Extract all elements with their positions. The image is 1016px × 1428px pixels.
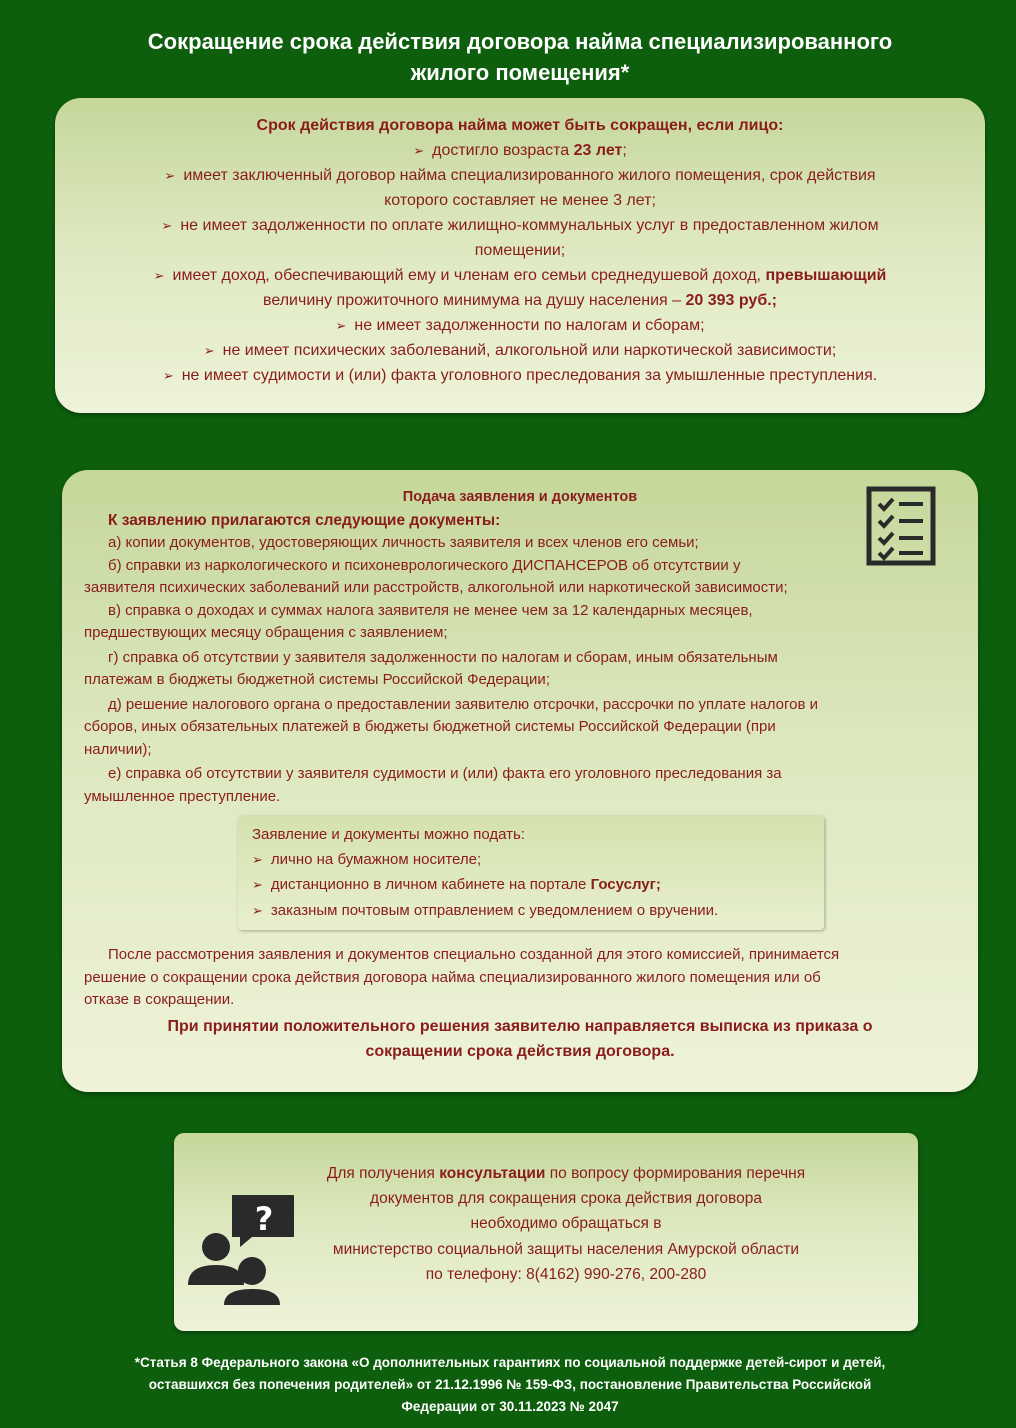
documents-subheading: К заявлению прилагаются следующие документы: <box>108 512 501 529</box>
checklist-icon <box>866 486 936 566</box>
doc-line: предшествующих месяцу обращения с заявлением; <box>84 624 448 641</box>
arrow-bullet-icon: ➢ <box>335 318 347 333</box>
page-title-line2: жилого помещения* <box>410 60 630 85</box>
after-text-line2: решение о сокращении срока действия договора найма специализированного жилого помещения или об <box>84 969 821 986</box>
arrow-bullet-icon: ➢ <box>203 343 215 358</box>
arrow-bullet-icon: ➢ <box>164 168 176 183</box>
submission-box <box>238 816 824 930</box>
submission-item-2: ➢ дистанционно в личном кабинете на портале Госуслуг; <box>252 876 661 893</box>
doc-line: г) справка об отсутствии у заявителя задолженности по налогам и сборам, иным обязательным <box>108 649 778 666</box>
final-text-line2: сокращении срока действия договора. <box>365 1043 675 1060</box>
conditions-panel <box>55 98 985 413</box>
condition-item-7: ➢ не имеет судимости и (или) факта уголовного преследования за умышленные преступления. <box>162 367 878 384</box>
condition-item-4-cont: величину прожиточного минимума на душу населения – 20 393 руб.; <box>263 292 777 309</box>
condition-item-2: ➢ имеет заключенный договор найма специализированного жилого помещения, срок действия <box>164 167 876 184</box>
condition-item-4: ➢ имеет доход, обеспечивающий ему и членам его семьи среднедушевой доход, превышающий <box>153 267 887 284</box>
svg-text:?: ? <box>254 1200 274 1238</box>
condition-item-1: ➢ достигло возраста 23 лет; <box>413 142 627 159</box>
consult-line1: Для получения консультации по вопросу формирования перечня <box>326 1165 806 1182</box>
arrow-bullet-icon: ➢ <box>252 903 263 918</box>
arrow-bullet-icon: ➢ <box>162 368 174 383</box>
condition-item-6: ➢ не имеет психических заболеваний, алкогольной или наркотической зависимости; <box>203 342 837 359</box>
page-title-line1: Сокращение срока действия договора найма специализированного <box>147 29 893 54</box>
consult-line4: министерство социальной защиты населения Амурской области <box>332 1241 800 1258</box>
condition-item-3: ➢ не имеет задолженности по оплате жилищно-коммунальных услуг в предоставленном жилом <box>161 217 879 234</box>
doc-line: б) справки из наркологического и психоневрологического ДИСПАНСЕРОВ об отсутствии у <box>108 557 741 574</box>
final-text-line1: При принятии положительного решения заявителю направляется выписка из приказа о <box>167 1018 873 1035</box>
arrow-bullet-icon: ➢ <box>153 268 165 283</box>
arrow-bullet-icon: ➢ <box>252 877 263 892</box>
after-text-line3: отказе в сокращении. <box>84 991 235 1008</box>
consultation-panel <box>174 1133 918 1331</box>
arrow-bullet-icon: ➢ <box>161 218 173 233</box>
footnote-line2: оставшихся без попечения родителей» от 21.12.1996 № 159-ФЗ, постановление Правительства Российской <box>148 1377 872 1392</box>
doc-line: умышленное преступление. <box>84 788 281 805</box>
consult-phone: по телефону: 8(4162) 990-276, 200-280 <box>425 1266 707 1283</box>
arrow-bullet-icon: ➢ <box>413 143 425 158</box>
submission-heading: Заявление и документы можно подать: <box>252 826 525 843</box>
doc-line: е) справка об отсутствии у заявителя судимости и (или) факта его уголовного преследования за <box>108 765 782 782</box>
condition-item-5: ➢ не имеет задолженности по налогам и сборам; <box>335 317 705 334</box>
documents-panel <box>62 470 978 1092</box>
doc-line: заявителя психических заболеваний или расстройств, алкогольной или наркотической зависимости; <box>84 579 788 596</box>
consult-line2: документов для сокращения срока действия договора <box>370 1190 762 1207</box>
doc-line: наличии); <box>84 741 152 758</box>
arrow-bullet-icon: ➢ <box>252 852 263 867</box>
submission-item-1: ➢ лично на бумажном носителе; <box>252 851 482 868</box>
conditions-heading: Срок действия договора найма может быть сокращен, если лицо: <box>256 117 784 134</box>
doc-line: платежам в бюджеты бюджетной системы Российской Федерации; <box>84 671 550 688</box>
doc-line: сборов, иных обязательных платежей в бюджеты бюджетной системы Российской Федерации (при <box>84 718 776 735</box>
footnote <box>60 1352 960 1418</box>
doc-line: а) копии документов, удостоверяющих личность заявителя и всех членов его семьи; <box>108 534 699 551</box>
documents-heading: Подача заявления и документов <box>402 489 638 505</box>
condition-item-2-cont: которого составляет не менее 3 лет; <box>384 192 656 209</box>
submission-item-3: ➢ заказным почтовым отправлением с уведомлением о вручении. <box>252 902 719 919</box>
doc-line: в) справка о доходах и суммах налога заявителя не менее чем за 12 календарных месяцев, <box>108 602 753 619</box>
footnote-line3: Федерации от 30.11.2023 № 2047 <box>401 1399 619 1414</box>
doc-line: д) решение налогового органа о предоставлении заявителю отсрочки, рассрочки по уплате налогов и <box>108 696 818 713</box>
after-text-line1: После рассмотрения заявления и документов специально созданной для этого комиссией, принимается <box>108 946 840 963</box>
footnote-line1: *Статья 8 Федерального закона «О дополнительных гарантиях по социальной поддержке детей-сирот и детей, <box>134 1355 886 1370</box>
condition-item-3-cont: помещении; <box>474 242 566 259</box>
consult-line3: необходимо обращаться в <box>470 1215 662 1232</box>
page-title <box>60 26 980 88</box>
